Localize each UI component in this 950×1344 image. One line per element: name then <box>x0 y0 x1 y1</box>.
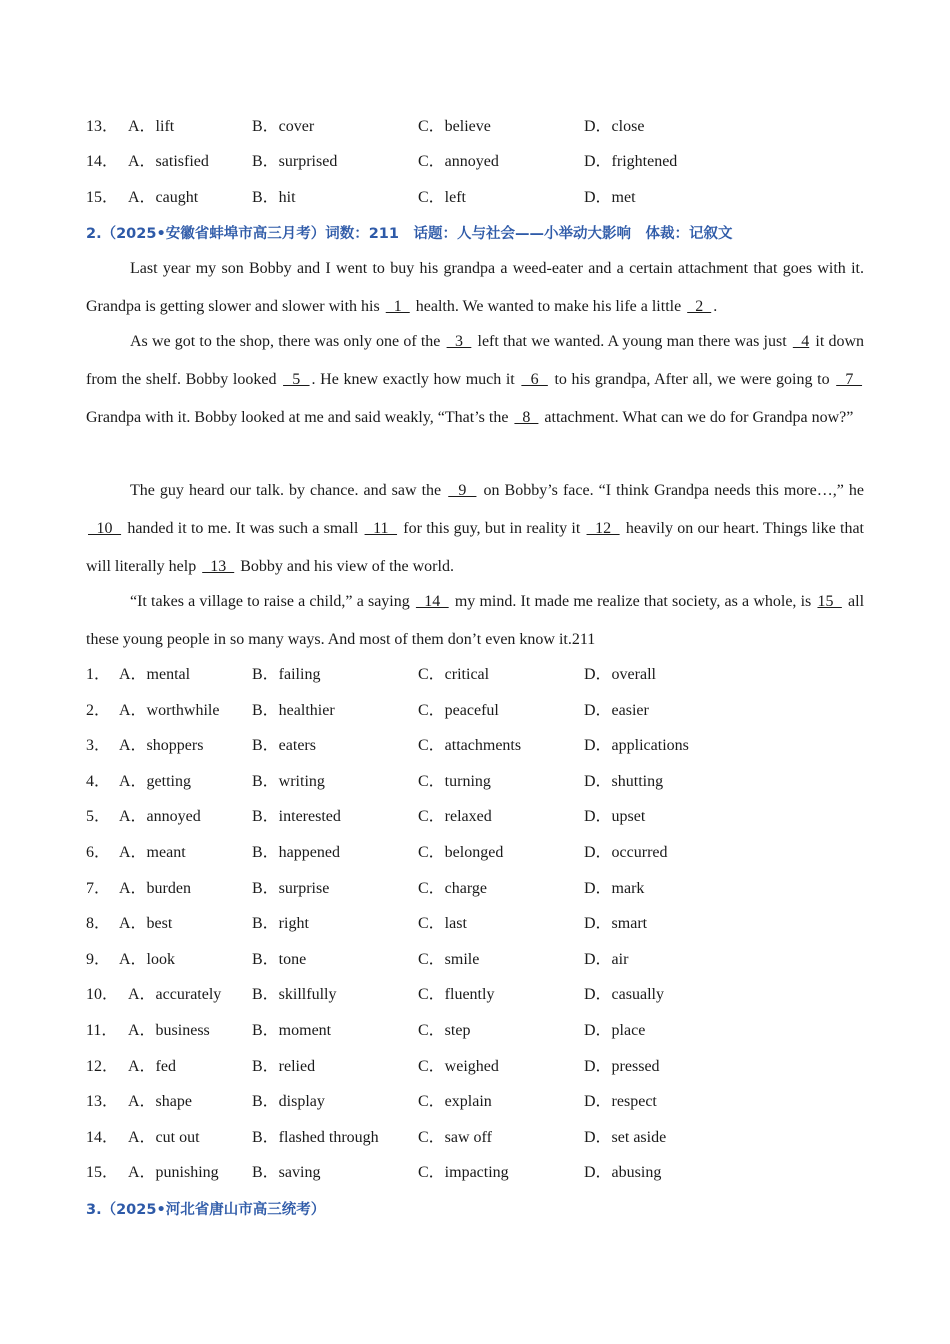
option-d: D．smart <box>584 915 648 933</box>
question-number: 2． <box>86 701 111 719</box>
option-a: A．punishing <box>128 1164 219 1182</box>
blank-9: 9 <box>448 482 477 499</box>
option-c: C．believe <box>418 118 491 135</box>
option-b: B．cover <box>252 118 315 135</box>
option-a: A．worthwhile <box>119 701 220 719</box>
passage-text: . He knew exactly how much it <box>311 371 520 388</box>
blank-12: 12 <box>586 520 620 537</box>
option-a: A．burden <box>119 879 191 897</box>
option-row <box>86 805 864 829</box>
question-number: 11． <box>86 1022 118 1039</box>
option-a: A．cut out <box>128 1128 200 1146</box>
option-row <box>86 1161 864 1185</box>
passage-text: my mind. It made me realize that society, as a whole, is <box>450 593 816 610</box>
option-row <box>86 150 864 174</box>
option-a: A．shoppers <box>119 737 204 755</box>
option-d: D．applications <box>584 737 689 755</box>
option-row <box>86 663 864 687</box>
option-row <box>86 734 864 758</box>
blank-10: 10 <box>88 520 122 537</box>
passage-text: it down from the shelf. Bobby looked <box>86 333 865 388</box>
option-row <box>86 1019 864 1043</box>
option-a: A．annoyed <box>119 808 201 826</box>
option-c: C．peaceful <box>418 701 499 719</box>
passage-text: The guy heard our talk. by chance. and saw the <box>130 482 447 499</box>
option-a: A．look <box>119 950 176 968</box>
option-d: D．pressed <box>584 1057 660 1075</box>
option-d: D．set aside <box>584 1128 667 1146</box>
option-c: C．attachments <box>418 737 522 755</box>
option-row <box>86 699 864 723</box>
option-row <box>86 983 864 1007</box>
option-a: A．meant <box>119 844 186 861</box>
question-number: 13． <box>86 1093 119 1111</box>
option-a: A．lift <box>128 118 175 135</box>
question-number: 14． <box>86 1128 119 1146</box>
option-a: A．best <box>119 915 173 933</box>
option-b: B．failing <box>252 666 321 683</box>
option-a: A．caught <box>128 189 199 206</box>
blank-15: 15 <box>817 593 842 610</box>
blank-2: 2 <box>687 298 712 315</box>
option-d: D．overall <box>584 666 656 683</box>
option-c: C．belonged <box>418 844 504 861</box>
passage-paragraph-3 <box>86 472 864 586</box>
option-c: C．critical <box>418 666 490 683</box>
option-c: C．fluently <box>418 986 495 1004</box>
passage-paragraph-1 <box>86 250 864 326</box>
option-row <box>86 841 864 865</box>
passage-text: heavily on our heart. Things like that will literally help <box>86 520 865 575</box>
option-d: D．shutting <box>584 772 664 790</box>
option-a: A．getting <box>119 772 191 790</box>
option-d: D．frightened <box>584 153 678 170</box>
option-row <box>86 115 864 139</box>
option-row <box>86 770 864 794</box>
option-b: B．healthier <box>252 701 335 719</box>
option-c: C．saw off <box>418 1128 492 1146</box>
passage-text: for this guy, but in reality it <box>399 520 585 537</box>
option-d: D．casually <box>584 986 664 1004</box>
passage-text: left that we wanted. A young man there was just <box>473 333 791 350</box>
option-row <box>86 948 864 972</box>
question-number: 9． <box>86 950 111 968</box>
passage-text: health. We wanted to make his life a little <box>411 298 686 315</box>
option-c: C．charge <box>418 879 488 897</box>
option-c: C．smile <box>418 950 480 968</box>
passage-text: on Bobby’s face. “I think Grandpa needs this more…,” he <box>478 482 864 499</box>
passage-text: . <box>713 298 718 315</box>
question-number: 8． <box>86 915 111 933</box>
option-d: D．easier <box>584 701 649 719</box>
option-b: B．interested <box>252 808 341 826</box>
question-number: 7． <box>86 879 111 897</box>
question-number: 12． <box>86 1057 119 1075</box>
passage-text: all these young people in so many ways. And most of them don’t even know it.211 <box>86 593 865 648</box>
option-c: C．impacting <box>418 1164 509 1182</box>
option-b: B．writing <box>252 772 325 790</box>
passage-text: to his grandpa, After all, we were going to <box>549 371 835 388</box>
passage-paragraph-4 <box>86 583 864 659</box>
option-b: B．relied <box>252 1057 316 1075</box>
option-c: C．last <box>418 915 467 933</box>
question-number: 1． <box>86 666 111 683</box>
option-c: C．step <box>418 1022 471 1039</box>
option-a: A．business <box>128 1022 210 1039</box>
option-b: B．hit <box>252 189 296 206</box>
option-a: A．satisfied <box>128 153 209 170</box>
passage-paragraph-2 <box>86 323 864 437</box>
option-d: D．close <box>584 118 645 135</box>
option-a: A．shape <box>128 1093 192 1111</box>
question-number: 4． <box>86 772 111 790</box>
option-row <box>86 1090 864 1114</box>
option-row <box>86 186 864 210</box>
blank-8: 8 <box>514 409 539 426</box>
blank-1: 1 <box>385 298 410 315</box>
option-b: B．tone <box>252 950 307 968</box>
blank-6: 6 <box>521 371 548 388</box>
option-c: C．left <box>418 189 466 206</box>
blank-3: 3 <box>446 333 472 350</box>
blank-14: 14 <box>415 593 449 610</box>
question-number: 15． <box>86 1164 119 1182</box>
option-c: C．turning <box>418 772 491 790</box>
blank-7: 7 <box>836 371 863 388</box>
option-b: B．happened <box>252 844 340 861</box>
option-a: A．accurately <box>128 986 222 1004</box>
option-b: B．surprise <box>252 879 330 897</box>
option-c: C．relaxed <box>418 808 492 826</box>
option-d: D．respect <box>584 1093 657 1111</box>
question-number: 15． <box>86 189 119 206</box>
section-3-heading: 3.（2025•河北省唐山市高三统考） <box>86 1202 326 1218</box>
passage-text: Grandpa with it. Bobby looked at me and said weakly, “That’s the <box>86 409 513 426</box>
option-d: D．air <box>584 950 629 968</box>
passage-text: “It takes a village to raise a child,” a saying <box>130 593 414 610</box>
question-number: 6． <box>86 844 111 861</box>
blank-4: 4 <box>792 333 810 350</box>
option-d: D．met <box>584 189 636 206</box>
option-b: B．saving <box>252 1164 321 1182</box>
option-b: B．display <box>252 1093 325 1111</box>
option-a: A．mental <box>119 666 191 683</box>
question-number: 13． <box>86 118 119 135</box>
blank-5: 5 <box>283 371 310 388</box>
passage-text: handed it to me. It was such a small <box>123 520 363 537</box>
option-d: D．mark <box>584 879 645 897</box>
option-d: D．occurred <box>584 844 668 861</box>
blank-11: 11 <box>364 520 398 537</box>
option-c: C．weighed <box>418 1057 499 1075</box>
option-b: B．moment <box>252 1022 332 1039</box>
option-d: D．place <box>584 1022 646 1039</box>
option-d: D．abusing <box>584 1164 662 1182</box>
option-d: D．upset <box>584 808 646 826</box>
question-number: 3． <box>86 737 111 755</box>
question-number: 10． <box>86 986 119 1004</box>
option-c: C．explain <box>418 1093 492 1111</box>
option-row <box>86 912 864 936</box>
option-b: B．surprised <box>252 153 338 170</box>
passage-text: attachment. What can we do for Grandpa now?” <box>540 409 854 426</box>
passage-text: As we got to the shop, there was only one of the <box>130 333 445 350</box>
option-b: B．flashed through <box>252 1128 379 1146</box>
passage-text: Last year my son Bobby and I went to buy his grandpa a weed-eater and a certain attachment that goes with it. Grandpa is getting slower and slower with his <box>86 260 864 315</box>
question-number: 5． <box>86 808 111 826</box>
option-c: C．annoyed <box>418 153 499 170</box>
option-b: B．right <box>252 915 309 933</box>
option-row <box>86 877 864 901</box>
passage-text: Bobby and his view of the world. <box>236 558 454 575</box>
option-row <box>86 1055 864 1079</box>
section-2-heading: 2.（2025•安徽省蚌埠市高三月考）词数：211 话题：人与社会——小举动大影响 体裁：记叙文 <box>86 226 733 242</box>
option-row <box>86 1126 864 1150</box>
option-a: A．fed <box>128 1057 176 1075</box>
option-b: B．skillfully <box>252 986 337 1004</box>
blank-13: 13 <box>202 558 235 575</box>
option-b: B．eaters <box>252 737 316 755</box>
question-number: 14． <box>86 153 119 170</box>
